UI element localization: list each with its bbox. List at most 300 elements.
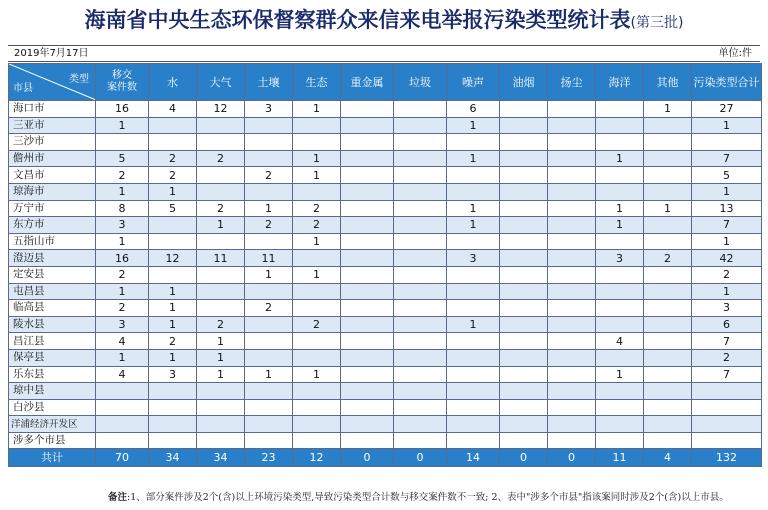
table-row xyxy=(9,250,762,267)
value-cell xyxy=(197,383,245,400)
total-value-cell: 11 xyxy=(596,449,644,467)
value-cell xyxy=(500,101,548,118)
value-cell xyxy=(596,432,644,449)
value-cell xyxy=(596,383,644,400)
value-cell: 1 xyxy=(149,349,197,366)
value-cell: 2 xyxy=(293,200,341,217)
value-cell xyxy=(500,383,548,400)
column-header: 扬尘 xyxy=(548,64,596,101)
column-header: 土壤 xyxy=(245,64,293,101)
value-cell: 4 xyxy=(96,333,149,350)
value-cell xyxy=(644,300,692,317)
header-corner-cell xyxy=(9,64,96,101)
value-cell xyxy=(96,383,149,400)
table-row xyxy=(9,134,762,151)
value-cell xyxy=(447,266,500,283)
value-cell xyxy=(394,217,447,234)
value-cell xyxy=(245,333,293,350)
value-cell xyxy=(341,316,394,333)
value-cell xyxy=(341,349,394,366)
value-cell xyxy=(293,134,341,151)
value-cell xyxy=(197,233,245,250)
value-cell xyxy=(548,416,596,433)
value-cell xyxy=(245,134,293,151)
value-cell xyxy=(644,383,692,400)
value-cell xyxy=(293,117,341,134)
value-cell xyxy=(341,250,394,267)
city-name-cell: 临高县 xyxy=(9,300,96,317)
value-cell xyxy=(394,399,447,416)
table-row xyxy=(9,200,762,217)
city-name-cell: 东方市 xyxy=(9,217,96,234)
value-cell: 5 xyxy=(96,150,149,167)
table-body xyxy=(9,101,762,467)
value-cell xyxy=(500,134,548,151)
city-name-cell: 昌江县 xyxy=(9,333,96,350)
value-cell xyxy=(245,183,293,200)
value-cell: 11 xyxy=(245,250,293,267)
value-cell xyxy=(500,316,548,333)
city-name-cell: 涉多个市县 xyxy=(9,432,96,449)
value-cell xyxy=(341,432,394,449)
value-cell xyxy=(394,383,447,400)
value-cell: 11 xyxy=(197,250,245,267)
total-value-cell: 0 xyxy=(548,449,596,467)
total-value-cell: 132 xyxy=(692,449,762,467)
city-name-cell: 琼中县 xyxy=(9,383,96,400)
value-cell xyxy=(548,349,596,366)
value-cell xyxy=(293,183,341,200)
column-header: 移交 案件数 xyxy=(96,64,149,101)
value-cell xyxy=(596,266,644,283)
value-cell xyxy=(245,150,293,167)
value-cell: 1 xyxy=(447,316,500,333)
value-cell xyxy=(548,283,596,300)
value-cell xyxy=(596,283,644,300)
table-row xyxy=(9,266,762,283)
total-value-cell: 12 xyxy=(293,449,341,467)
value-cell: 4 xyxy=(596,333,644,350)
page-title xyxy=(0,4,768,34)
value-cell xyxy=(596,101,644,118)
total-value-cell: 0 xyxy=(500,449,548,467)
value-cell xyxy=(692,399,762,416)
city-name-cell: 三亚市 xyxy=(9,117,96,134)
value-cell xyxy=(644,167,692,184)
value-cell xyxy=(293,333,341,350)
value-cell xyxy=(197,167,245,184)
value-cell xyxy=(692,416,762,433)
value-cell xyxy=(692,432,762,449)
value-cell xyxy=(394,200,447,217)
value-cell: 1 xyxy=(197,333,245,350)
value-cell xyxy=(245,233,293,250)
city-name-cell: 琼海市 xyxy=(9,183,96,200)
value-cell xyxy=(644,349,692,366)
city-name-cell: 五指山市 xyxy=(9,233,96,250)
value-cell xyxy=(644,399,692,416)
value-cell xyxy=(644,134,692,151)
value-cell xyxy=(96,399,149,416)
value-cell: 1 xyxy=(293,233,341,250)
value-cell: 12 xyxy=(197,101,245,118)
value-cell xyxy=(245,383,293,400)
value-cell xyxy=(500,117,548,134)
value-cell xyxy=(245,416,293,433)
header-row xyxy=(9,64,762,101)
value-cell: 1 xyxy=(293,366,341,383)
value-cell xyxy=(548,233,596,250)
value-cell: 16 xyxy=(96,250,149,267)
city-name-cell: 定安县 xyxy=(9,266,96,283)
value-cell xyxy=(447,432,500,449)
column-header: 油烟 xyxy=(500,64,548,101)
value-cell xyxy=(447,233,500,250)
table-row xyxy=(9,300,762,317)
value-cell xyxy=(644,183,692,200)
value-cell xyxy=(447,349,500,366)
value-cell xyxy=(197,399,245,416)
value-cell xyxy=(149,432,197,449)
column-header: 生态 xyxy=(293,64,341,101)
value-cell xyxy=(500,183,548,200)
value-cell xyxy=(548,366,596,383)
value-cell xyxy=(341,333,394,350)
table-row xyxy=(9,233,762,250)
table-meta xyxy=(8,45,760,62)
value-cell xyxy=(293,416,341,433)
column-header: 其他 xyxy=(644,64,692,101)
value-cell xyxy=(500,150,548,167)
column-header: 水 xyxy=(149,64,197,101)
column-header: 大气 xyxy=(197,64,245,101)
value-cell: 2 xyxy=(96,266,149,283)
table-row xyxy=(9,416,762,433)
value-cell xyxy=(447,333,500,350)
value-cell: 6 xyxy=(447,101,500,118)
table-row xyxy=(9,316,762,333)
city-name-cell: 海口市 xyxy=(9,101,96,118)
value-cell xyxy=(394,432,447,449)
value-cell: 2 xyxy=(293,217,341,234)
value-cell xyxy=(394,283,447,300)
value-cell: 1 xyxy=(245,266,293,283)
table-row xyxy=(9,117,762,134)
value-cell: 1 xyxy=(149,283,197,300)
value-cell: 1 xyxy=(447,217,500,234)
city-name-cell: 澄迈县 xyxy=(9,250,96,267)
value-cell xyxy=(245,316,293,333)
value-cell: 2 xyxy=(245,217,293,234)
value-cell xyxy=(447,300,500,317)
city-name-cell: 文昌市 xyxy=(9,167,96,184)
table-row xyxy=(9,150,762,167)
value-cell xyxy=(596,167,644,184)
value-cell: 2 xyxy=(197,316,245,333)
value-cell: 2 xyxy=(149,167,197,184)
value-cell: 1 xyxy=(447,117,500,134)
value-cell xyxy=(96,432,149,449)
value-cell xyxy=(394,150,447,167)
value-cell xyxy=(341,366,394,383)
value-cell: 1 xyxy=(245,200,293,217)
value-cell: 3 xyxy=(447,250,500,267)
value-cell xyxy=(500,167,548,184)
value-cell xyxy=(149,383,197,400)
value-cell xyxy=(394,134,447,151)
value-cell: 1 xyxy=(447,150,500,167)
table-row xyxy=(9,283,762,300)
value-cell xyxy=(548,217,596,234)
value-cell xyxy=(149,399,197,416)
value-cell xyxy=(341,300,394,317)
value-cell: 2 xyxy=(197,150,245,167)
value-cell xyxy=(293,250,341,267)
value-cell xyxy=(548,101,596,118)
value-cell xyxy=(293,283,341,300)
value-cell: 6 xyxy=(692,316,762,333)
value-cell xyxy=(644,432,692,449)
value-cell xyxy=(341,134,394,151)
table-row xyxy=(9,183,762,200)
total-row xyxy=(9,449,762,467)
value-cell xyxy=(447,134,500,151)
value-cell xyxy=(341,183,394,200)
value-cell xyxy=(500,416,548,433)
value-cell xyxy=(596,233,644,250)
value-cell xyxy=(644,283,692,300)
value-cell xyxy=(149,266,197,283)
value-cell xyxy=(548,200,596,217)
value-cell xyxy=(548,333,596,350)
value-cell: 7 xyxy=(692,150,762,167)
value-cell: 8 xyxy=(96,200,149,217)
table-row xyxy=(9,399,762,416)
table-row xyxy=(9,101,762,118)
value-cell xyxy=(149,233,197,250)
value-cell xyxy=(500,266,548,283)
total-value-cell: 70 xyxy=(96,449,149,467)
value-cell xyxy=(644,217,692,234)
value-cell xyxy=(548,250,596,267)
value-cell: 12 xyxy=(149,250,197,267)
total-label-cell: 共计 xyxy=(9,449,96,467)
value-cell xyxy=(500,366,548,383)
value-cell xyxy=(644,316,692,333)
value-cell xyxy=(96,416,149,433)
value-cell: 42 xyxy=(692,250,762,267)
title-text: 海南省中央生态环保督察群众来信来电举报污染类型统计表 xyxy=(84,8,631,32)
value-cell xyxy=(447,383,500,400)
corner-city-label: 市县 xyxy=(13,83,33,94)
value-cell xyxy=(245,349,293,366)
value-cell xyxy=(596,117,644,134)
value-cell xyxy=(394,366,447,383)
value-cell: 3 xyxy=(245,101,293,118)
value-cell xyxy=(341,416,394,433)
table-row xyxy=(9,366,762,383)
value-cell xyxy=(293,383,341,400)
value-cell xyxy=(500,300,548,317)
value-cell xyxy=(149,117,197,134)
value-cell: 2 xyxy=(149,150,197,167)
value-cell xyxy=(500,233,548,250)
value-cell xyxy=(341,150,394,167)
value-cell xyxy=(341,101,394,118)
value-cell xyxy=(644,366,692,383)
value-cell xyxy=(96,134,149,151)
value-cell xyxy=(341,383,394,400)
value-cell xyxy=(548,266,596,283)
value-cell xyxy=(548,134,596,151)
value-cell xyxy=(245,283,293,300)
total-value-cell: 4 xyxy=(644,449,692,467)
value-cell: 1 xyxy=(96,117,149,134)
value-cell: 1 xyxy=(293,167,341,184)
city-name-cell: 万宁市 xyxy=(9,200,96,217)
value-cell xyxy=(596,134,644,151)
value-cell xyxy=(149,217,197,234)
value-cell: 3 xyxy=(596,250,644,267)
value-cell xyxy=(548,383,596,400)
value-cell xyxy=(394,101,447,118)
footnote xyxy=(108,489,729,503)
value-cell: 2 xyxy=(96,167,149,184)
value-cell xyxy=(245,432,293,449)
value-cell: 1 xyxy=(596,366,644,383)
value-cell xyxy=(500,200,548,217)
value-cell: 1 xyxy=(96,349,149,366)
value-cell xyxy=(341,167,394,184)
total-value-cell: 0 xyxy=(341,449,394,467)
value-cell xyxy=(447,167,500,184)
value-cell: 1 xyxy=(197,349,245,366)
value-cell xyxy=(394,250,447,267)
value-cell xyxy=(692,134,762,151)
value-cell xyxy=(394,416,447,433)
title-suffix: (第三批) xyxy=(630,15,684,31)
value-cell xyxy=(341,266,394,283)
value-cell xyxy=(341,200,394,217)
value-cell: 7 xyxy=(692,333,762,350)
value-cell xyxy=(394,316,447,333)
value-cell: 1 xyxy=(293,150,341,167)
table-row xyxy=(9,383,762,400)
statistics-table xyxy=(8,63,762,467)
table-row xyxy=(9,349,762,366)
value-cell xyxy=(245,117,293,134)
value-cell xyxy=(644,266,692,283)
value-cell: 1 xyxy=(293,101,341,118)
table-row xyxy=(9,432,762,449)
value-cell xyxy=(596,399,644,416)
footnote-text: :1、部分案件涉及2个(含)以上环境污染类型,导致污染类型合计数与移交案件数不一致; 2、表中"涉多个市县"指该案同时涉及2个(含)以上市县。 xyxy=(127,492,729,503)
value-cell: 1 xyxy=(293,266,341,283)
value-cell: 3 xyxy=(96,316,149,333)
value-cell: 7 xyxy=(692,217,762,234)
value-cell xyxy=(596,183,644,200)
total-value-cell: 0 xyxy=(394,449,447,467)
report-date: 2019年7月17日 xyxy=(14,48,89,59)
value-cell xyxy=(447,366,500,383)
value-cell xyxy=(447,416,500,433)
value-cell: 2 xyxy=(245,167,293,184)
value-cell: 1 xyxy=(692,183,762,200)
value-cell xyxy=(500,399,548,416)
value-cell: 2 xyxy=(644,250,692,267)
value-cell xyxy=(197,134,245,151)
value-cell xyxy=(447,283,500,300)
city-name-cell: 洋浦经济开发区 xyxy=(9,416,96,433)
value-cell: 1 xyxy=(149,316,197,333)
value-cell: 2 xyxy=(293,316,341,333)
value-cell xyxy=(197,416,245,433)
value-cell xyxy=(394,333,447,350)
value-cell xyxy=(197,117,245,134)
column-header: 海洋 xyxy=(596,64,644,101)
value-cell xyxy=(149,134,197,151)
value-cell: 1 xyxy=(447,200,500,217)
corner-type-label: 类型 xyxy=(69,74,89,85)
value-cell xyxy=(644,233,692,250)
value-cell: 3 xyxy=(149,366,197,383)
value-cell: 13 xyxy=(692,200,762,217)
value-cell xyxy=(245,399,293,416)
total-value-cell: 14 xyxy=(447,449,500,467)
value-cell xyxy=(447,183,500,200)
value-cell xyxy=(197,300,245,317)
value-cell xyxy=(548,432,596,449)
value-cell: 1 xyxy=(197,366,245,383)
column-header: 垃圾 xyxy=(394,64,447,101)
value-cell xyxy=(197,183,245,200)
value-cell: 5 xyxy=(692,167,762,184)
column-header: 污染类型合计 xyxy=(692,64,762,101)
value-cell xyxy=(394,183,447,200)
value-cell xyxy=(500,349,548,366)
value-cell: 2 xyxy=(149,333,197,350)
value-cell xyxy=(341,217,394,234)
total-value-cell: 34 xyxy=(197,449,245,467)
value-cell xyxy=(341,399,394,416)
value-cell xyxy=(197,266,245,283)
total-value-cell: 34 xyxy=(149,449,197,467)
value-cell xyxy=(500,283,548,300)
value-cell xyxy=(548,167,596,184)
table-row xyxy=(9,217,762,234)
city-name-cell: 儋州市 xyxy=(9,150,96,167)
value-cell xyxy=(500,432,548,449)
value-cell xyxy=(447,399,500,416)
city-name-cell: 乐东县 xyxy=(9,366,96,383)
city-name-cell: 陵水县 xyxy=(9,316,96,333)
value-cell: 3 xyxy=(96,217,149,234)
value-cell xyxy=(692,383,762,400)
value-cell xyxy=(596,416,644,433)
value-cell xyxy=(197,432,245,449)
value-cell: 1 xyxy=(644,200,692,217)
value-cell: 1 xyxy=(197,217,245,234)
value-cell: 1 xyxy=(149,183,197,200)
value-cell xyxy=(596,316,644,333)
value-cell xyxy=(394,300,447,317)
value-cell xyxy=(394,266,447,283)
value-cell xyxy=(293,399,341,416)
value-cell: 1 xyxy=(96,283,149,300)
value-cell: 1 xyxy=(692,233,762,250)
value-cell: 1 xyxy=(96,233,149,250)
value-cell xyxy=(644,333,692,350)
